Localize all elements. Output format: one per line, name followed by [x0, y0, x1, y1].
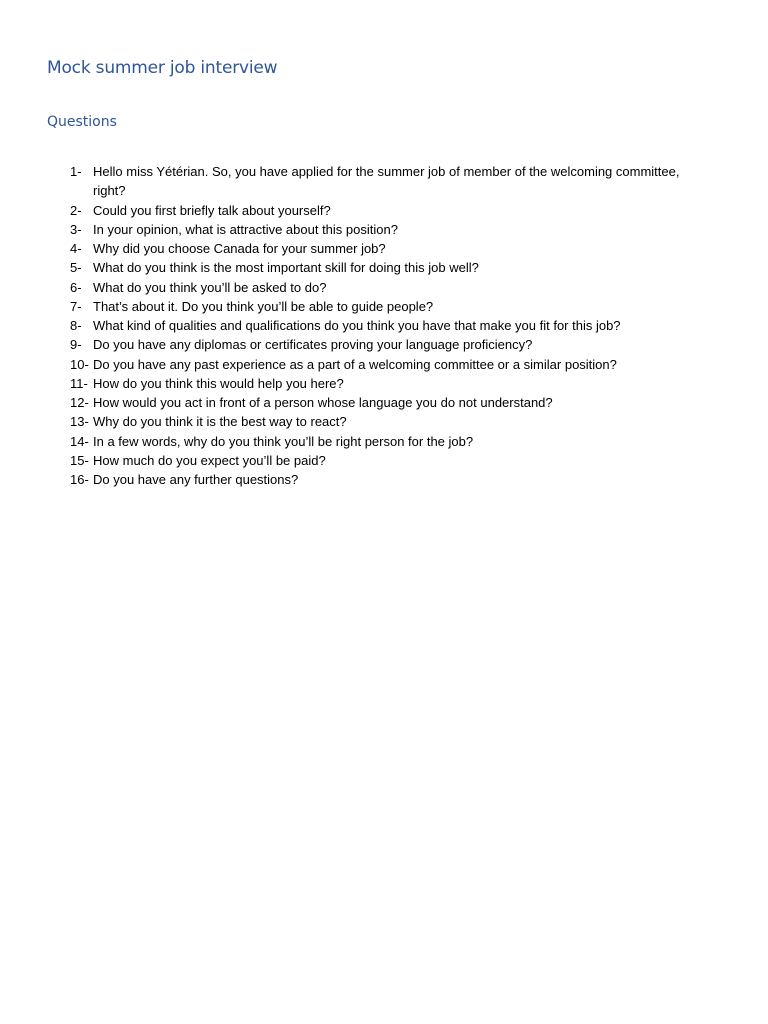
question-number: 11-: [70, 375, 88, 391]
question-item: [70, 239, 710, 258]
question-number: 9-: [70, 337, 82, 353]
question-item: [70, 335, 710, 354]
question-number: 15-: [70, 452, 89, 468]
question-item: [70, 258, 710, 277]
question-number: 1-: [70, 164, 82, 179]
question-number: 4-: [70, 241, 82, 256]
question-number: 3-: [70, 221, 82, 237]
question-item: [70, 393, 710, 412]
question-text: Could you first briefly talk about yourself?: [93, 202, 331, 218]
question-text: Why do you think it is the best way to react?: [93, 414, 347, 430]
question-number: 13-: [70, 414, 89, 430]
question-item: [70, 470, 710, 489]
question-item: [70, 297, 710, 316]
question-item: [70, 220, 710, 239]
question-item: [70, 374, 710, 393]
question-item: [70, 162, 710, 201]
question-text: Do you have any diplomas or certificates proving your language proficiency?: [93, 337, 533, 353]
section-heading-questions: Questions: [47, 114, 117, 130]
question-text: How do you think this would help you here?: [93, 375, 344, 391]
question-text: Do you have any further questions?: [93, 472, 299, 487]
question-list: [70, 162, 710, 489]
question-number: 12-: [70, 395, 89, 410]
question-item: [70, 412, 710, 431]
question-item: [70, 355, 710, 374]
question-number: 6-: [70, 279, 82, 295]
question-number: 5-: [70, 260, 82, 276]
question-item: [70, 278, 710, 297]
question-number: 10-: [70, 356, 89, 372]
question-text: How much do you expect you’ll be paid?: [93, 452, 326, 468]
question-item: [70, 201, 710, 220]
question-number: 2-: [70, 202, 82, 218]
question-text: What do you think is the most important skill for doing this job well?: [93, 260, 479, 276]
question-text: Why did you choose Canada for your summer job?: [93, 241, 386, 256]
question-text: How would you act in front of a person whose language you do not understand?: [93, 395, 553, 410]
question-item: [70, 432, 710, 451]
question-text: What do you think you’ll be asked to do?: [93, 279, 327, 295]
document-title: Mock summer job interview: [47, 58, 278, 78]
question-text: What kind of qualities and qualifications do you think you have that make you fit for this job?: [93, 318, 621, 333]
question-text: Hello miss Yétérian. So, you have applied for the summer job of member of the welcoming committee, right?: [93, 164, 680, 199]
question-text: In your opinion, what is attractive about this position?: [93, 221, 398, 237]
question-number: 7-: [70, 298, 82, 314]
question-text: That’s about it. Do you think you’ll be able to guide people?: [93, 298, 434, 314]
question-item: [70, 316, 710, 335]
question-item: [70, 451, 710, 470]
question-text: In a few words, why do you think you’ll be right person for the job?: [93, 433, 474, 449]
question-text: Do you have any past experience as a part of a welcoming committee or a similar position?: [93, 356, 617, 372]
question-number: 14-: [70, 433, 89, 449]
question-number: 16-: [70, 472, 89, 487]
question-number: 8-: [70, 318, 82, 333]
